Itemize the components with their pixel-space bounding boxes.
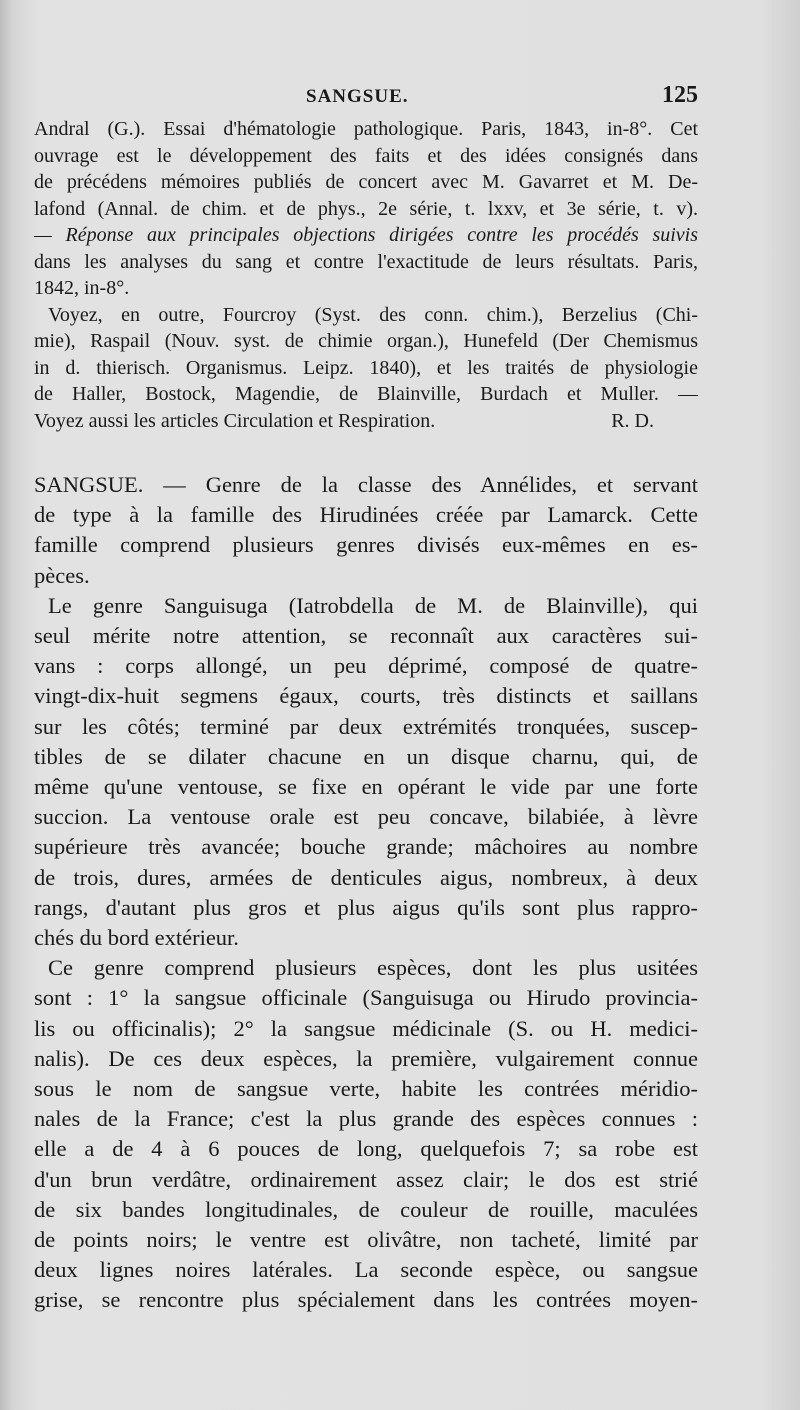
- article-line: nalis). De ces deux espèces, la première, vulgairement connue: [34, 1045, 698, 1071]
- article-line: vingt-dix-huit segmens égaux, courts, très distincts et saillans: [34, 683, 698, 709]
- article-line: elle a de 4 à 6 pouces de long, quelquefois 7; sa robe est: [34, 1136, 698, 1162]
- article-line: même qu'une ventouse, se fixe en opérant le vide par une forte: [34, 774, 698, 800]
- article-line: succion. La ventouse orale est peu concave, bilabiée, à lèvre: [34, 804, 698, 830]
- biblio-see-also: Voyez aussi les articles Circulation et Respiration.: [34, 409, 436, 432]
- article-heading-line: SANGSUE. — Genre de la classe des Annélides, et servant: [34, 472, 698, 497]
- article-line: grise, se rencontre plus spécialement dans les contrées moyen-: [34, 1287, 698, 1313]
- article-line: seul mérite notre attention, se reconnaît aux caractères sui-: [34, 623, 698, 649]
- biblio-line: Andral (G.). Essai d'hématologie pathologique. Paris, 1843, in-8°. Cet: [34, 118, 698, 140]
- biblio-line: in d. thierisch. Organismus. Leipz. 1840), et les traités de physiologie: [34, 356, 698, 379]
- biblio-line: dans les analyses du sang et contre l'exactitude de leurs résultats. Paris,: [34, 250, 698, 273]
- article-line: famille comprend plusieurs genres divisés eux-mêmes en es-: [34, 532, 698, 558]
- running-title: SANGSUE.: [306, 86, 409, 107]
- article-line: sous le nom de sangsue verte, habite les contrées méridio-: [34, 1076, 698, 1102]
- article-line: pèces.: [34, 562, 90, 588]
- biblio-line: Voyez, en outre, Fourcroy (Syst. des conn. chim.), Berzelius (Chi-: [48, 303, 698, 326]
- author-signature: R. D.: [611, 409, 654, 432]
- article-line: nales de la France; c'est la plus grande des espèces connues :: [34, 1106, 698, 1132]
- article-line: de six bandes longitudinales, de couleur de rouille, maculées: [34, 1196, 698, 1222]
- article-line: de type à la famille des Hirudinées créée par Lamarck. Cette: [34, 502, 698, 528]
- article-line: de points noirs; le ventre est olivâtre, non tacheté, limité par: [34, 1227, 698, 1253]
- article-line: vans : corps allongé, un peu déprimé, composé de quatre-: [34, 653, 698, 679]
- biblio-line: [34, 408, 698, 435]
- biblio-line: lafond (Annal. de chim. et de phys., 2e série, t. lxxv, et 3e série, t. v).: [34, 197, 698, 220]
- biblio-line: ouvrage est le développement des faits et des idées consignés dans: [34, 144, 698, 167]
- article-body: [34, 470, 698, 1316]
- biblio-line: de Haller, Bostock, Magendie, de Blainville, Burdach et Muller. —: [34, 383, 698, 405]
- biblio-line: 1842, in-8°.: [34, 277, 130, 299]
- article-line: tibles de se dilater chacune en un disque charnu, qui, de: [34, 743, 698, 769]
- running-header: [34, 82, 698, 116]
- article-line: supérieure très avancée; bouche grande; mâchoires au nombre: [34, 834, 698, 860]
- article-line: deux lignes noires latérales. La seconde espèce, ou sangsue: [34, 1257, 698, 1283]
- article-line: chés du bord extérieur.: [34, 925, 239, 951]
- article-line: sur les côtés; terminé par deux extrémités tronquées, suscep-: [34, 713, 698, 739]
- page-number: 125: [662, 82, 698, 108]
- article-line: d'un brun verdâtre, ordinairement assez clair; le dos est strié: [34, 1166, 698, 1192]
- article-line: Le genre Sanguisuga (Iatrobdella de M. de Blainville), qui: [48, 592, 698, 618]
- article-line: rangs, d'autant plus gros et plus aigus qu'ils sont plus rappro-: [34, 894, 698, 920]
- biblio-line: mie), Raspail (Nouv. syst. de chimie organ.), Hunefeld (Der Chemismus: [34, 330, 698, 352]
- article-line: lis ou officinalis); 2° la sangsue médicinale (S. ou H. medici-: [34, 1015, 698, 1041]
- article-line: Ce genre comprend plusieurs espèces, dont les plus usitées: [48, 955, 698, 981]
- article-line: sont : 1° la sangsue officinale (Sanguisuga ou Hirudo provincia-: [34, 985, 698, 1011]
- biblio-line: de précédens mémoires publiés de concert avec M. Gavarret et M. De-: [34, 171, 698, 193]
- article-line: de trois, dures, armées de denticules aigus, nombreux, à deux: [34, 864, 698, 890]
- biblio-line: — Réponse aux principales objections dirigées contre les procédés suivis: [34, 224, 698, 246]
- bibliography-block: [34, 116, 698, 434]
